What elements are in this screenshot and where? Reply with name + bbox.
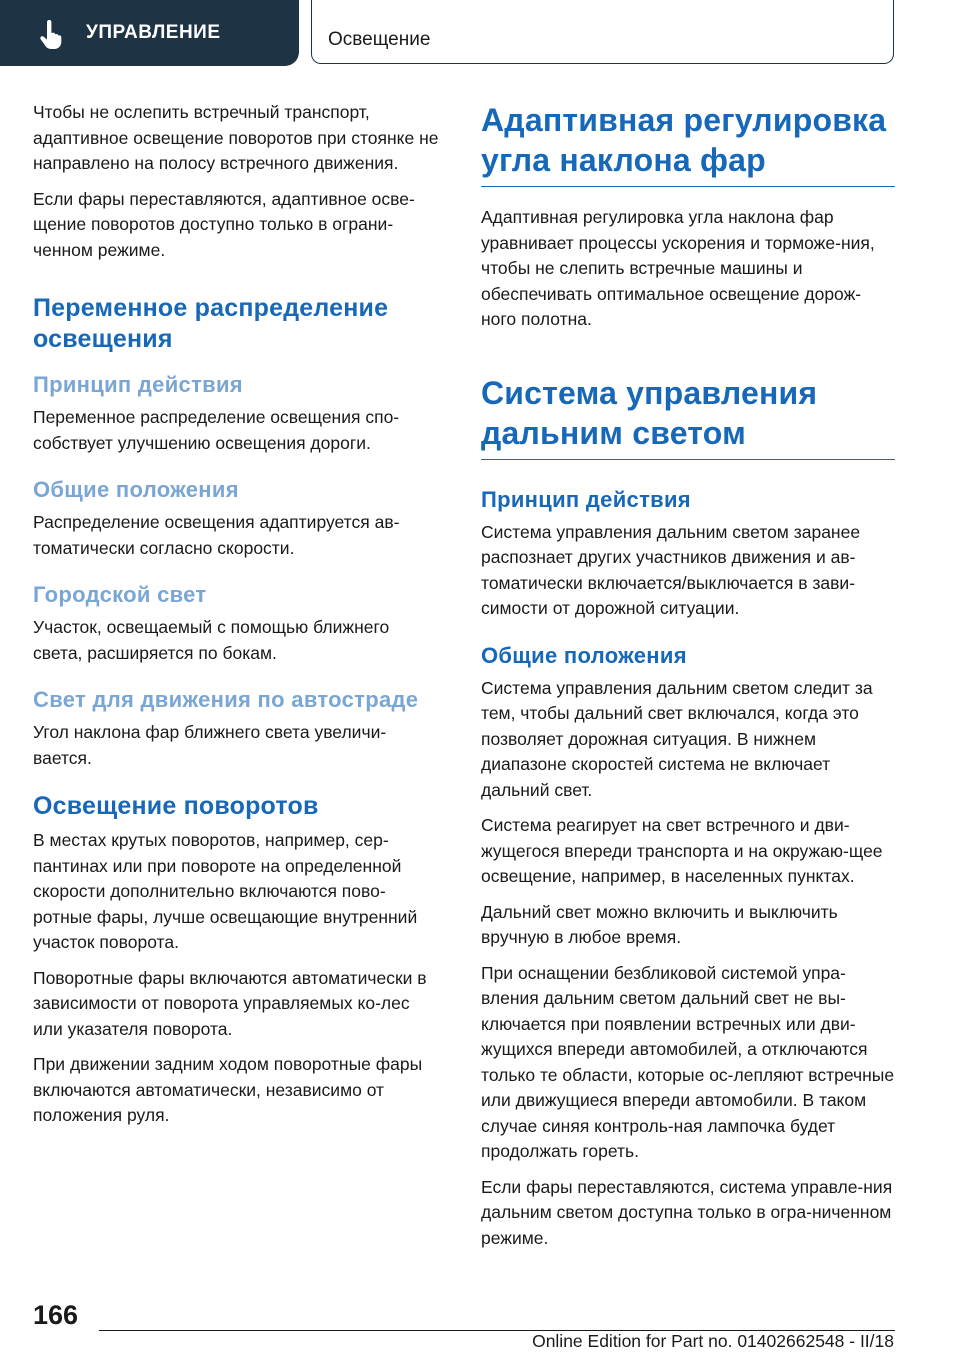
heading-high-beam-assistant: Система управления дальним светом (481, 373, 895, 460)
paragraph: Чтобы не ослепить встречный транспорт, адаптивное освещение поворотов при стоянке не направлено на полосу встречного движения. (33, 102, 439, 173)
heading-variable-light-distribution: Переменное распределение освещения (33, 294, 389, 353)
subheading-general: Общие положения (481, 642, 687, 668)
subheading-principle: Принцип действия (33, 372, 243, 397)
paragraph: Распределение освещения адаптируется ав-томатически согласно скорости. (33, 512, 400, 558)
paragraph: Система управления дальним светом следит за тем, чтобы дальний свет включался, когда это позволяет дорожная ситуация. В нижнем диапазоне скоростей система не включает дальний свет. (481, 677, 873, 800)
chapter-tab (0, 0, 299, 66)
paragraph: Адаптивная регулировка угла наклона фар уравнивает процессы ускорения и торможе-ния, чтобы не слепить встречные машины и обеспечивать оптимальное освещение дорож-ного полотна. (481, 207, 875, 329)
paragraph: Поворотные фары включаются автоматически в зависимости от поворота управляемых ко-лес или указателя поворота. (33, 967, 427, 1039)
subheading-highway-light: Свет для движения по автостраде (33, 687, 419, 712)
chapter-title: УПРАВЛЕНИЕ (86, 22, 221, 43)
page-number: 166 (33, 1300, 79, 1330)
right-column (481, 100, 895, 1261)
subheading-principle: Принцип действия (481, 486, 691, 512)
paragraph: Участок, освещаемый с помощью ближнего света, расширяется по бокам. (33, 617, 390, 663)
section-box (311, 0, 894, 64)
paragraph: Угол наклона фар ближнего света увеличи-вается. (33, 722, 387, 768)
left-column (33, 100, 443, 1139)
paragraph: При оснащении безбликовой системой упра-вления дальним светом дальний свет не вы-ключается при появлении встречных или дви-жущихся впереди автомобилей, а отключаются только те области, которые ос-лепляют встречные или движущиеся впереди автомобили. В таком случае синяя контроль-ная лампочка будет продолжать гореть. (481, 962, 895, 1161)
paragraph: В местах крутых поворотов, например, сер-пантинах или при повороте на определенной скорости дополнительно включаются пово-ротные фары, лучше освещающие внутренний участок поворота. (33, 830, 418, 952)
paragraph: Дальний свет можно включить и выключить вручную в любое время. (481, 901, 838, 947)
heading-cornering-light: Освещение поворотов (33, 792, 319, 820)
footer-edition: Online Edition for Part no. 01402662548 - II/18 (532, 1331, 894, 1351)
paragraph: Система управления дальним светом заранее распознает других участников движения и ав-томатически включается/выключается в зави-симости от дорожной ситуации. (481, 521, 861, 618)
paragraph: При движении задним ходом поворотные фары включаются автоматически, независимо от положения руля. (33, 1054, 423, 1125)
subheading-general: Общие положения (33, 477, 239, 502)
paragraph: Система реагирует на свет встречного и дви-жущегося впереди транспорта и на окружаю-щее освещение, например, в населенных пунктах. (481, 815, 883, 886)
paragraph: Если фары переставляются, адаптивное осве-щение поворотов доступно только в ограни-ченном режиме. (33, 188, 415, 260)
subheading-city-light: Городской свет (33, 582, 207, 607)
paragraph: Если фары переставляются, система управле-ния дальним светом доступна только в огра-ниченном режиме. (481, 1176, 893, 1248)
paragraph: Переменное распределение освещения спо-собствует улучшению освещения дороги. (33, 407, 400, 453)
page-header (0, 0, 960, 66)
heading-adaptive-headlight-range: Адаптивная регулировка угла наклона фар (481, 100, 895, 187)
hand-pointer-icon (38, 20, 64, 50)
section-title: Освещение (328, 29, 431, 50)
